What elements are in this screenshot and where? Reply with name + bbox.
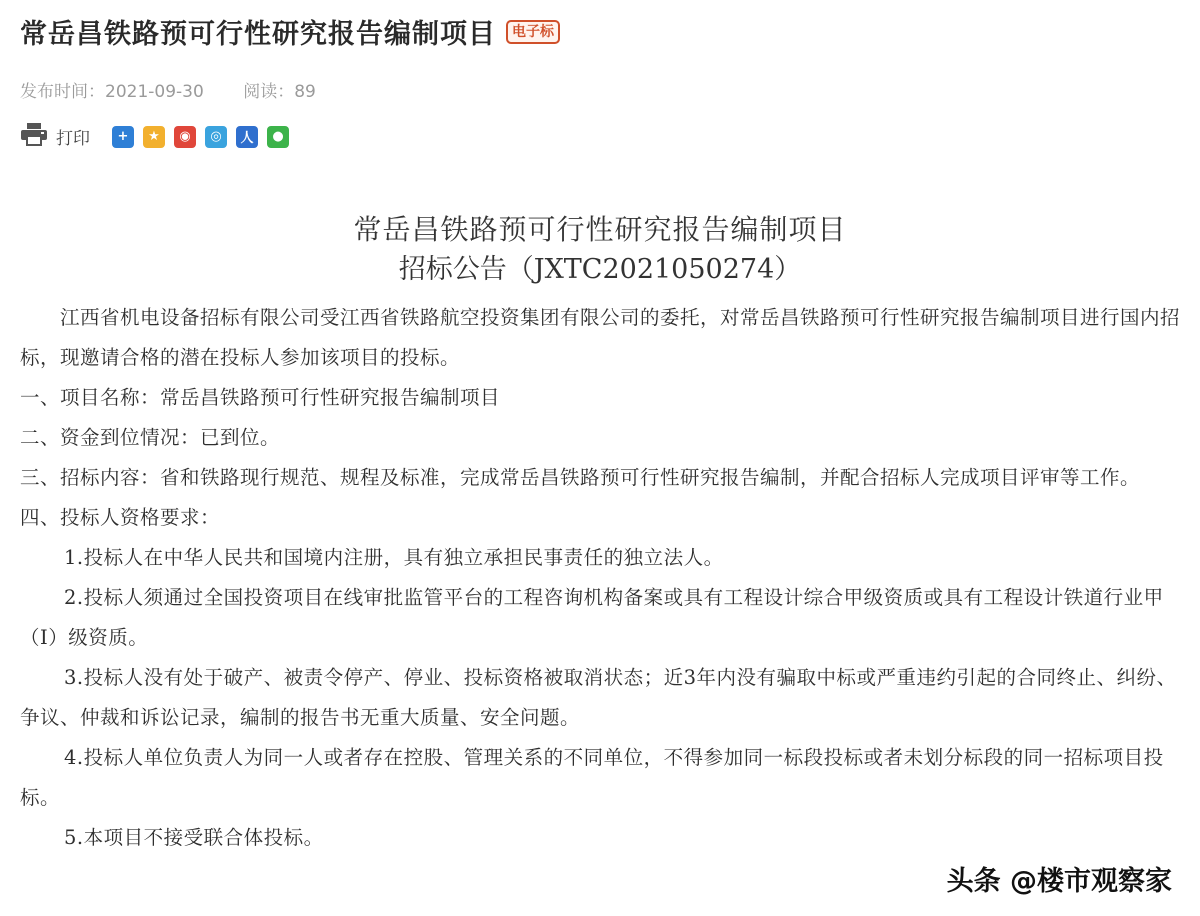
requirement-3: 3.投标人没有处于破产、被责令停产、停业、投标资格被取消状态；近3年内没有骗取中标或严重违约引起的合同终止、纠纷、争议、仲裁和诉讼记录，编制的报告书无重大质量、安全问题。: [20, 666, 1177, 729]
article-meta: [20, 77, 350, 102]
print-label: 打印: [56, 129, 90, 149]
toutiao-watermark: 头条 @楼市观察家: [946, 866, 1172, 897]
section-qualifications: 四、投标人资格要求：: [20, 506, 221, 529]
article-header: [20, 12, 560, 51]
requirement-4: 4.投标人单位负责人为同一人或者存在控股、管理关系的不同单位，不得参加同一标段投标或者未划分标段的同一招标项目投标。: [20, 746, 1164, 809]
e-bid-badge: 电子标: [506, 20, 560, 44]
requirement-2: 2.投标人须通过全国投资项目在线审批监管平台的工程咨询机构备案或具有工程设计综合甲级资质或具有工程设计铁道行业甲（Ⅰ）级资质。: [20, 586, 1164, 649]
section-funding: 二、资金到位情况：已到位。: [20, 426, 281, 449]
share-plus-icon[interactable]: +: [112, 126, 134, 148]
document-title: 常岳昌铁路预可行性研究报告编制项目: [353, 213, 847, 246]
section-content: 三、招标内容：省和铁路现行规范、规程及标准，完成常岳昌铁路预可行性研究报告编制，并配合招标人完成项目评审等工作。: [20, 466, 1141, 489]
print-button[interactable]: [20, 122, 90, 151]
page-title: 常岳昌铁路预可行性研究报告编制项目: [20, 19, 496, 50]
document-subtitle: 招标公告（JXTC2021050274）: [398, 254, 802, 285]
requirement-5: 5.本项目不接受联合体投标。: [64, 826, 324, 849]
intro-paragraph: 江西省机电设备招标有限公司受江西省铁路航空投资集团有限公司的委托，对常岳昌铁路预可行性研究报告编制项目进行国内招标，现邀请合格的潜在投标人参加该项目的投标。: [20, 306, 1181, 369]
share-tencent-icon[interactable]: ◎: [205, 126, 227, 148]
share-renren-icon[interactable]: 人: [236, 126, 258, 148]
requirement-1: 1.投标人在中华人民共和国境内注册，具有独立承担民事责任的独立法人。: [64, 546, 724, 569]
read-count: 阅读：89: [243, 82, 316, 102]
announcement-body: [20, 210, 1180, 858]
toolbar: [20, 122, 289, 151]
title-row: [20, 12, 560, 51]
share-qzone-icon[interactable]: ★: [143, 126, 165, 148]
publish-date: 发布时间：2021-09-30: [20, 82, 204, 102]
share-icons: [112, 126, 289, 148]
share-wechat-icon[interactable]: ●: [267, 126, 289, 148]
printer-icon: [20, 122, 48, 151]
share-weibo-icon[interactable]: ◉: [174, 126, 196, 148]
section-project-name: 一、项目名称：常岳昌铁路预可行性研究报告编制项目: [20, 386, 501, 409]
